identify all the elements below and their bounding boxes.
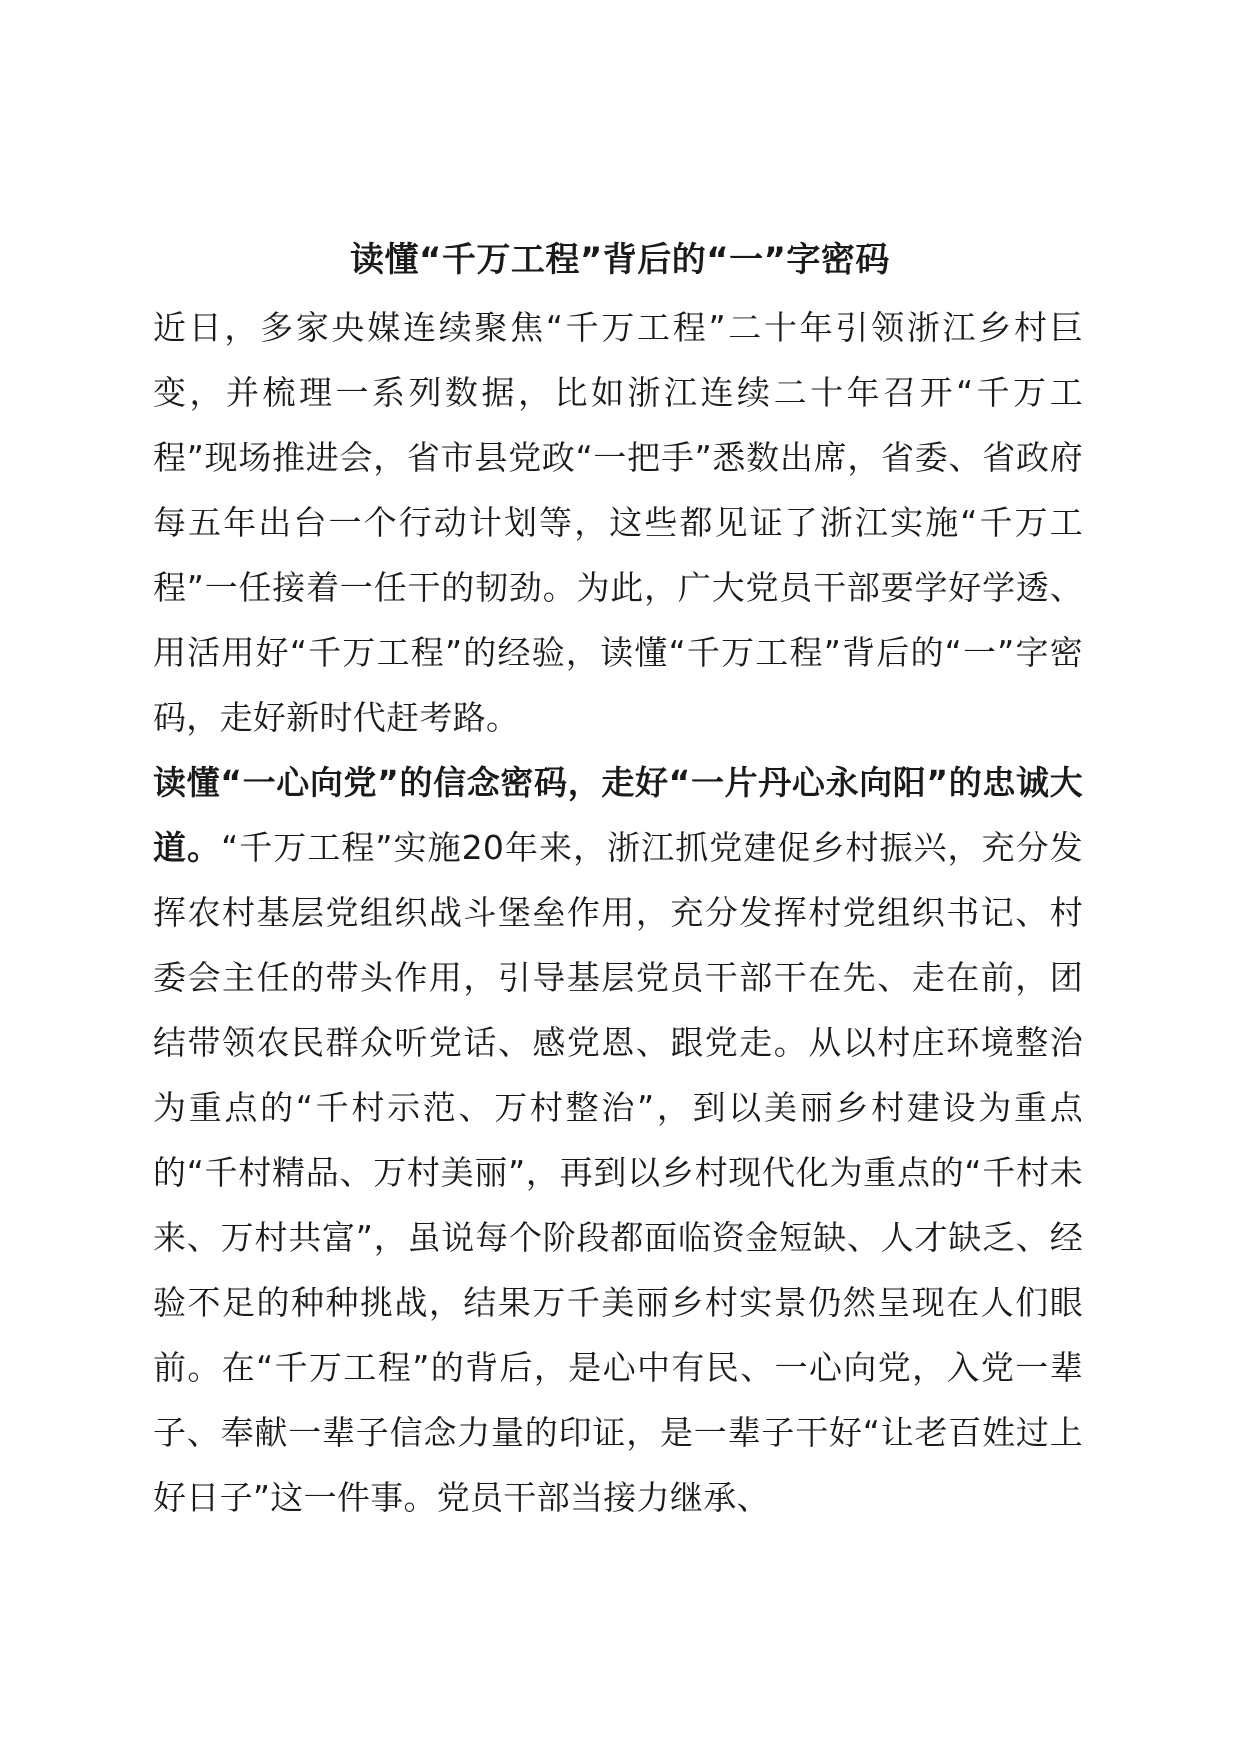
- paragraph-lead-heading: 读懂“一心向党”的信念密码，走好“一片丹心永向阳”的忠诚大道。: [153, 763, 1083, 867]
- document-body: [153, 295, 1083, 1530]
- paragraph-intro: 近日，多家央媒连续聚焦“千万工程”二十年引领浙江乡村巨变，并梳理一系列数据，比如浙江连续二十年召开“千万工程”现场推进会，省市县党政“一把手”悉数出席，省委、省政府每五年出台一个行动计划等，这些都见证了浙江实施“千万工程”一任接着一任干的韧劲。为此，广大党员干部要学好学透、用活用好“千万工程”的经验，读懂“千万工程”背后的“一”字密码，走好新时代赶考路。: [153, 308, 1083, 737]
- document-title: 读懂“千万工程”背后的“一”字密码: [350, 240, 890, 280]
- paragraph-section-text: “千万工程”实施20年来，浙江抓党建促乡村振兴，充分发挥农村基层党组织战斗堡垒作用，充分发挥村党组织书记、村委会主任的带头作用，引导基层党员干部干在先、走在前，团结带领农民群众听党话、感党恩、跟党走。从以村庄环境整治为重点的“千村示范、万村整治”，到以美丽乡村建设为重点的“千村精品、万村美丽”，再到以乡村现代化为重点的“千村未来、万村共富”，虽说每个阶段都面临资金短缺、人才缺乏、经验不足的种种挑战，结果万千美丽乡村实景仍然呈现在人们眼前。在“千万工程”的背后，是心中有民、一心向党，入党一辈子、奉献一辈子信念力量的印证，是一辈子干好“让老百姓过上好日子”这一件事。党员干部当接力继承、: [153, 828, 1083, 1517]
- paragraph-section-one: [153, 750, 1083, 1530]
